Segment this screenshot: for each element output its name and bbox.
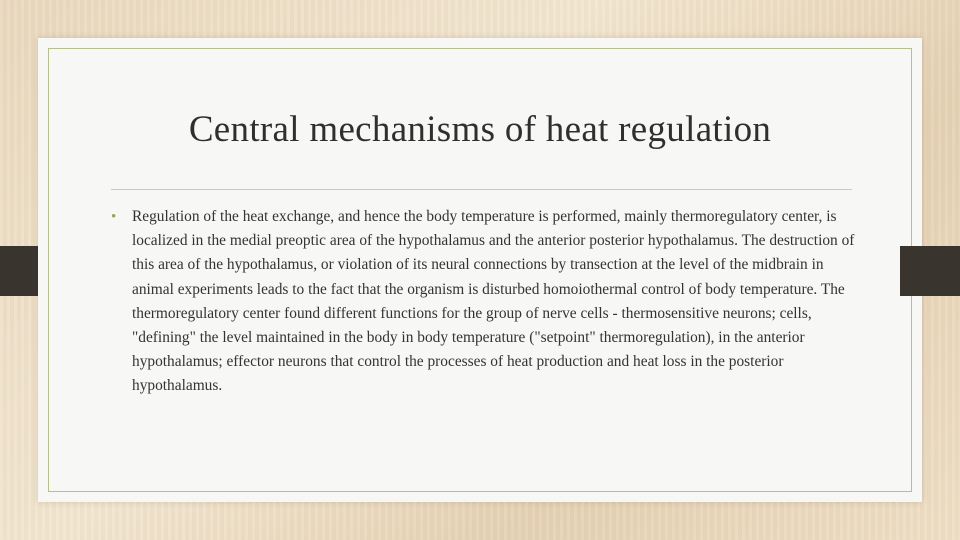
left-side-tab [0,246,38,296]
bullet-list [111,205,856,399]
bullet-marker: • [111,209,117,225]
bullet-item [111,205,856,399]
slide-title: Central mechanisms of heat regulation [188,109,772,150]
title-divider [111,189,852,190]
right-side-tab [900,246,960,296]
bullet-text: Regulation of the heat exchange, and hence the body temperature is performed, mainly thermoregulatory center, is localized in the medial preoptic area of the hypothalamus and the anterior posterior hypothalamus. The destruction of this area of the hypothalamus, or violation of its neural connections by transection at the level of the midbrain in animal experiments leads to the fact that the organism is disturbed homoiothermal control of body temperature. The thermoregulatory center found different functions for the group of nerve cells - thermosensitive neurons; cells, "defining" the level maintained in the body in body temperature ("setpoint" thermoregulation), in the anterior hypothalamus; effector neurons that control the processes of heat production and heat loss in the posterior hypothalamus. [132,208,855,395]
